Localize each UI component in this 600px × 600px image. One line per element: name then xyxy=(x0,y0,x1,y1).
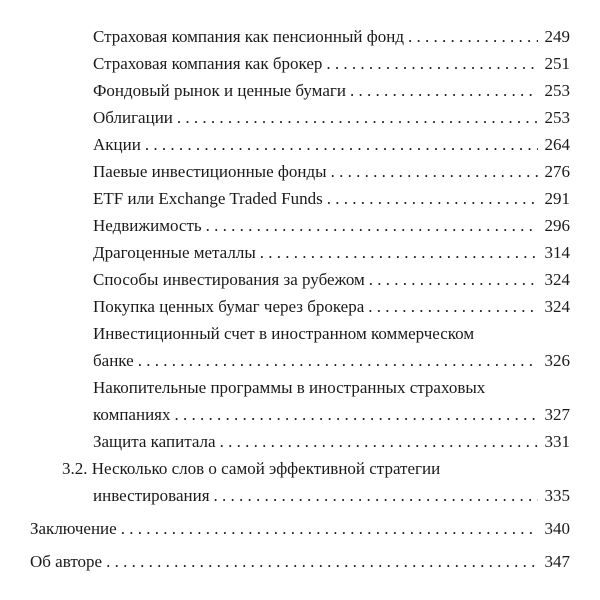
toc-entry[interactable] xyxy=(93,132,570,158)
dot-leader xyxy=(326,51,538,77)
toc-entry-page: 253 xyxy=(544,81,570,100)
toc-entry[interactable] xyxy=(93,51,570,77)
dot-leader xyxy=(177,105,538,131)
toc-entry-title: Страховая компания как брокер xyxy=(93,54,323,73)
toc-entry-page: 324 xyxy=(544,297,570,316)
toc-entry[interactable] xyxy=(93,348,570,374)
toc-entry-page: 340 xyxy=(544,519,570,538)
dot-leader xyxy=(175,402,539,428)
dot-leader xyxy=(145,132,538,158)
toc-entry-title: Фондовый рынок и ценные бумаги xyxy=(93,81,346,100)
toc-entry[interactable] xyxy=(93,240,570,266)
toc-entry-title: ETF или Exchange Traded Funds xyxy=(93,189,323,208)
toc-entry[interactable] xyxy=(93,105,570,131)
toc-entry-title: Заключение xyxy=(30,519,117,538)
toc-entry-page: 253 xyxy=(544,108,570,127)
dot-leader xyxy=(220,429,538,455)
toc-entry[interactable] xyxy=(93,186,570,212)
toc-entry-page: 347 xyxy=(544,552,570,571)
toc-entry-title: Паевые инвестиционные фонды xyxy=(93,162,327,181)
toc-entry-title: Драгоценные металлы xyxy=(93,243,256,262)
dot-leader xyxy=(138,348,538,374)
dot-leader xyxy=(121,516,538,542)
toc-entry-title: Покупка ценных бумаг через брокера xyxy=(93,297,365,316)
toc-entry[interactable] xyxy=(93,78,570,104)
toc-entry[interactable] xyxy=(93,267,570,293)
toc-entry-page: 314 xyxy=(544,243,570,262)
dot-leader xyxy=(368,294,538,320)
toc-entry-page: 327 xyxy=(544,405,570,424)
toc-entry[interactable] xyxy=(93,213,570,239)
dot-leader xyxy=(214,483,538,509)
toc-entry-page: 324 xyxy=(544,270,570,289)
toc-entry[interactable] xyxy=(30,516,570,542)
toc-entry-title: инвестирования xyxy=(93,486,210,505)
toc-entry-title: Защита капитала xyxy=(93,432,216,451)
toc-entry-page: 326 xyxy=(544,351,570,370)
toc-entry-page: 251 xyxy=(544,54,570,73)
dot-leader xyxy=(106,549,538,575)
toc-entry[interactable] xyxy=(93,24,570,50)
toc-entry[interactable] xyxy=(93,294,570,320)
dot-leader xyxy=(408,24,538,50)
toc-entry-page: 335 xyxy=(544,486,570,505)
dot-leader xyxy=(206,213,538,239)
toc-entry-page: 331 xyxy=(544,432,570,451)
toc-entry-title: Об авторе xyxy=(30,552,103,571)
toc-entry-page: 296 xyxy=(544,216,570,235)
dot-leader xyxy=(369,267,538,293)
toc-entry-page: 276 xyxy=(544,162,570,181)
toc-entry[interactable] xyxy=(93,483,570,509)
toc-entry-title: Недвижимость xyxy=(93,216,202,235)
toc-entry-title: Облигации xyxy=(93,108,173,127)
dot-leader xyxy=(260,240,538,266)
toc-entry-title: Способы инвестирования за рубежом xyxy=(93,270,365,289)
toc-entry-title: Акции xyxy=(93,135,141,154)
toc-entry-title: компаниях xyxy=(93,405,171,424)
dot-leader xyxy=(331,159,538,185)
toc-entry[interactable] xyxy=(30,549,570,575)
toc-entry-title: банке xyxy=(93,351,134,370)
toc-entry[interactable] xyxy=(93,159,570,185)
toc-entry[interactable] xyxy=(93,429,570,455)
toc-entry[interactable] xyxy=(93,402,570,428)
toc-section-title-line1: 3.2. Несколько слов о самой эффективной стратегии xyxy=(62,459,441,478)
toc-entry-title-line1: Инвестиционный счет в иностранном коммерческом xyxy=(93,324,475,343)
dot-leader xyxy=(327,186,538,212)
toc-entry-page: 264 xyxy=(544,135,570,154)
toc-entry-title: Страховая компания как пенсионный фонд xyxy=(93,27,404,46)
toc-entry-page: 291 xyxy=(544,189,570,208)
toc-entry-page: 249 xyxy=(544,27,570,46)
toc-entry-title-line1: Накопительные программы в иностранных страховых xyxy=(93,378,486,397)
dot-leader xyxy=(350,78,538,104)
